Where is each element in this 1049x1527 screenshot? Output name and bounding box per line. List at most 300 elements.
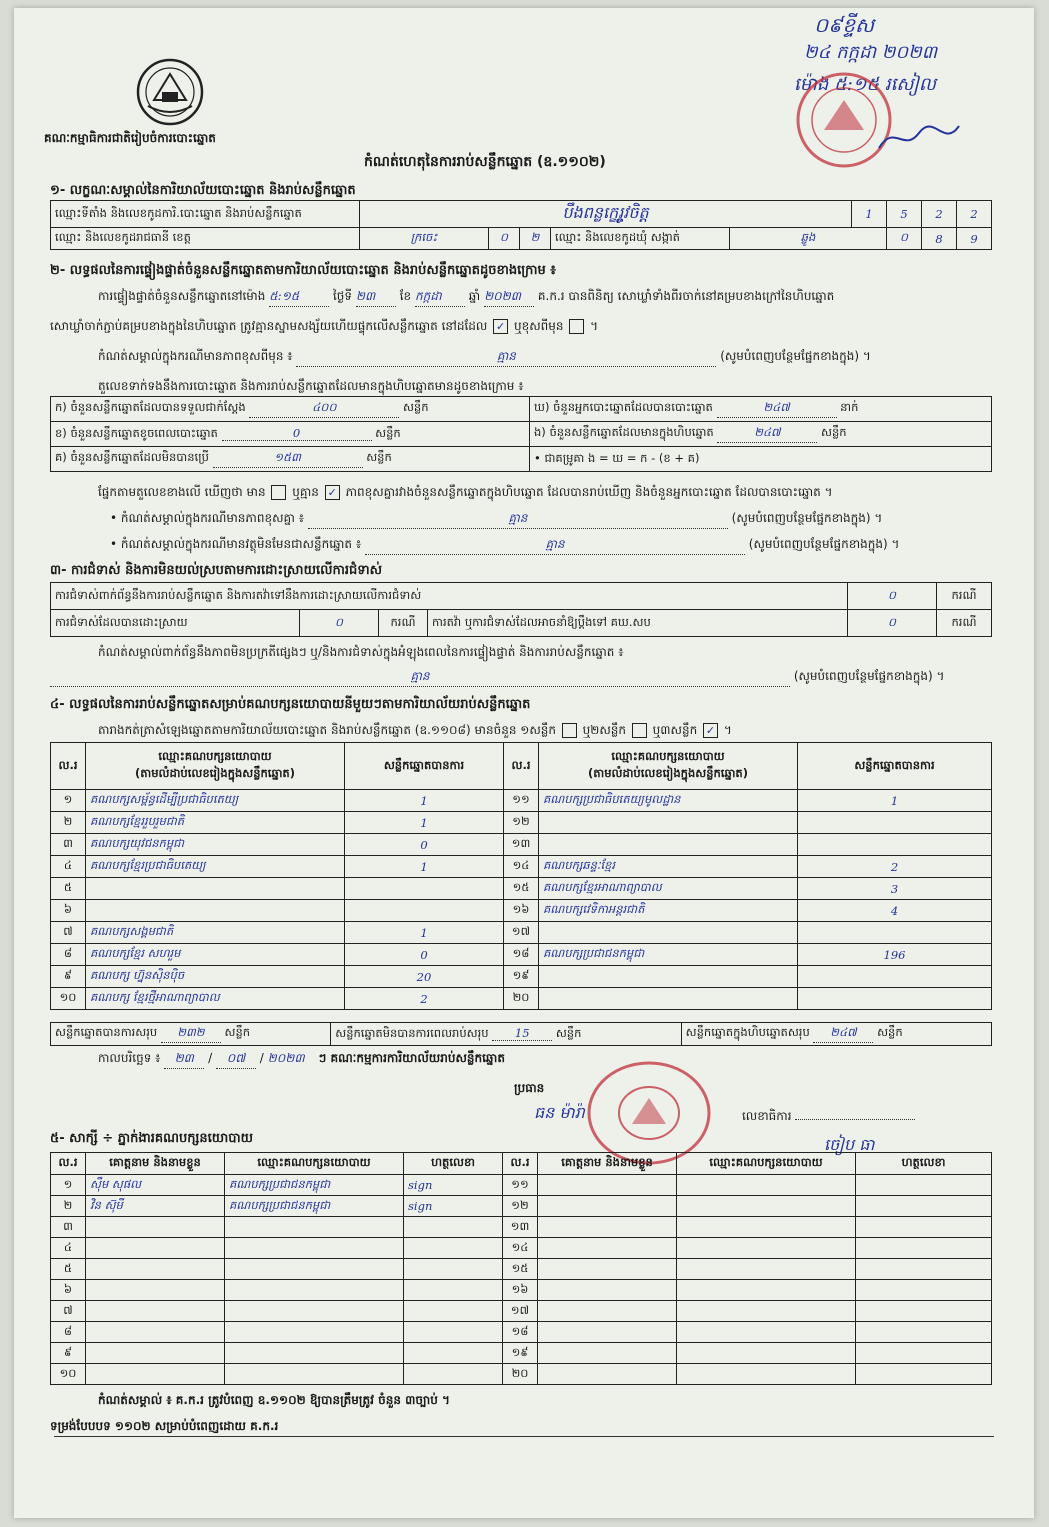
box-ballots-value: ២៤៧ xyxy=(717,425,817,443)
witness-name-left xyxy=(86,1343,225,1364)
result-party-left: គណបក្សខ្មែររួបរួមជាតិ xyxy=(86,812,345,834)
received-ballots-label: ក) ចំនួនសន្លឹកឆ្នោតដែលបានទទួលជាក់ស្តែង xyxy=(55,400,246,414)
result-no-left: ៧ xyxy=(51,922,86,944)
footer-text: ទម្រង់បែបបទ ១១០២ សម្រាប់បំពេញដោយ គ.ក.រ xyxy=(50,1419,279,1433)
result-votes-left: 1 xyxy=(345,812,504,834)
result-party-left xyxy=(86,900,345,922)
witness-no-left: ៨ xyxy=(51,1322,86,1343)
verify-month-label: ខែ xyxy=(399,289,412,303)
witness-row xyxy=(51,1238,992,1259)
result-party-right: គណបក្សវេទិកាអន្តរជាតិ xyxy=(539,900,798,922)
attach-three-checkbox[interactable]: ✓ xyxy=(703,723,718,738)
difference-note-line xyxy=(98,348,998,367)
witness-party-left: គណបក្សប្រជាជនកម្ពុជា xyxy=(225,1175,404,1196)
witness-name-left xyxy=(86,1322,225,1343)
witness-sign-left xyxy=(404,1280,503,1301)
unit-ballot: សន្លឹក xyxy=(375,425,401,440)
results-row xyxy=(51,834,992,856)
result-votes-left: 0 xyxy=(345,834,504,856)
result-votes-left: 0 xyxy=(345,944,504,966)
unused-ballots-label: គ) ចំនួនសន្លឹកឆ្នោតដែលមិនបានប្រើ xyxy=(55,450,209,464)
spoiled-ballots-label: ខ) ចំនួនសន្លឹកឆ្នោតខូចពេលបោះឆ្នោត xyxy=(55,425,218,440)
attachment-line xyxy=(98,722,732,740)
witness-name-left xyxy=(86,1259,225,1280)
appeal-value: ០ xyxy=(848,610,937,637)
seal-unchanged-label: សោឃ្លាំចាក់ភ្ជាប់គម្របខាងក្នុងនៃហិបឆ្នោត ត្រូវគ្មានស្នាមសង្ស័យហើយផ្ទុកលើសន្លឹកឆ្នោត នៅដដែល xyxy=(50,319,488,333)
result-votes-left: 1 xyxy=(345,856,504,878)
code-digit-3: 2 xyxy=(922,201,957,228)
witness-party-left xyxy=(225,1364,404,1385)
results-row xyxy=(51,900,992,922)
result-party-right: គណបក្សខ្មែរអាណាព្យាបាល xyxy=(539,878,798,900)
witness-party-right xyxy=(677,1322,856,1343)
voters-count-value: ២៤៧ xyxy=(717,400,837,418)
location-label: ឈ្មោះទីតាំង និងលេខកូដការិ.បោះឆ្នោត និងរាប់សន្លឹកឆ្នោត xyxy=(51,201,360,228)
compare-rest: ភាពខុសគ្នារវាងចំនួនសន្លឹកឆ្នោតក្នុងហិបឆ្នោត ដែលបានរាប់ឃើញ និងចំនួនអ្នកបោះឆ្នោត ដែលបានបោះឆ្នោត ។ xyxy=(345,485,833,499)
province-code-2: ២ xyxy=(520,228,551,250)
case-unit: ករណី xyxy=(379,610,428,637)
president-signature: ធន ម៉ារ៉ា xyxy=(534,1103,585,1122)
witness-sign-left xyxy=(404,1238,503,1259)
irregularity-note-value: គ្មាន xyxy=(50,668,790,687)
witness-row xyxy=(51,1217,992,1238)
unused-ballots xyxy=(51,447,530,472)
section1-title: ១- លក្ខណៈសម្គាល់នៃការិយាល័យបោះឆ្នោត និងរាប់សន្លឹកឆ្នោត xyxy=(50,183,356,198)
formula: • ជាគម្រូគា ង = ឃ = ក - (ខ + គ) xyxy=(530,447,992,472)
code-digit-4: 2 xyxy=(957,201,992,228)
total-box xyxy=(681,1023,991,1046)
witness-sign-left: sign xyxy=(404,1196,503,1217)
result-no-right: ២០ xyxy=(504,988,539,1010)
result-party-left: គណបក្សសម្ព័ន្ធដើម្បីប្រជាធិបតេយ្យ xyxy=(86,790,345,812)
diff-note-line xyxy=(110,510,882,529)
result-no-left: ៨ xyxy=(51,944,86,966)
secretary-signature-line xyxy=(795,1119,915,1120)
witness-no-left: ៥ xyxy=(51,1259,86,1280)
attach-one-checkbox[interactable] xyxy=(562,723,577,738)
result-no-right: ១៤ xyxy=(504,856,539,878)
commune-label: ឈ្មោះ និងលេខកូដឃុំ សង្កាត់ xyxy=(551,228,730,250)
witness-name-right xyxy=(538,1175,677,1196)
complaints-row-label: ការជំទាស់ពាក់ព័ន្ធនឹងការរាប់សន្លឹកឆ្នោត និងការតវ៉ាទៅនឹងការដោះស្រាយលើការជំទាស់ xyxy=(51,583,848,610)
w-col-name-right: គោត្តនាម និងនាមខ្លួន xyxy=(538,1153,677,1175)
witness-no-right: ១៤ xyxy=(503,1238,538,1259)
witness-party-right xyxy=(677,1217,856,1238)
witness-no-right: ១៧ xyxy=(503,1301,538,1322)
result-party-right xyxy=(539,966,798,988)
witness-name-left: វិន ស៊ុមី xyxy=(86,1196,225,1217)
results-row xyxy=(51,790,992,812)
col-party-right-line2: (តាមលំដាប់លេខរៀងក្នុងសន្លឹកឆ្នោត) xyxy=(588,766,748,780)
witness-sign-right xyxy=(856,1343,992,1364)
fill-hint: (សូមបំពេញបន្ថែមផ្នែកខាងក្នុង) ។ xyxy=(720,349,871,363)
result-party-right xyxy=(539,922,798,944)
result-no-right: ១៥ xyxy=(504,878,539,900)
result-no-left: ៣ xyxy=(51,834,86,856)
verify-rest: គ.ក.រ បានពិនិត្យ សោឃ្លាំទាំងពីរចាក់នៅគម្របខាងក្រៅនៃហិបឆ្នោត xyxy=(537,289,835,303)
witness-no-right: ១៣ xyxy=(503,1217,538,1238)
witness-party-left xyxy=(225,1280,404,1301)
result-votes-left: 20 xyxy=(345,966,504,988)
col-party-left-line2: (តាមលំដាប់លេខរៀងក្នុងសន្លឹកឆ្នោត) xyxy=(135,766,295,780)
changed-checkbox[interactable] xyxy=(569,319,584,334)
witness-sign-right xyxy=(856,1175,992,1196)
results-row xyxy=(51,966,992,988)
result-party-left: គណបក្ស ហ្វ៊ុនស៊ិនប៉ិច xyxy=(86,966,345,988)
result-party-left: គណបក្សយុវជនកម្ពុជា xyxy=(86,834,345,856)
witness-row xyxy=(51,1322,992,1343)
case-unit: ករណី xyxy=(937,583,992,610)
result-votes-left: 1 xyxy=(345,790,504,812)
witness-party-right xyxy=(677,1238,856,1259)
col-party-right-line1: ឈ្មោះគណបក្សនយោបាយ xyxy=(611,749,725,763)
footer-divider xyxy=(54,1436,994,1437)
date-separator: / xyxy=(259,1051,264,1065)
totals-table xyxy=(50,1022,992,1046)
unit-ballot: សន្លឹក xyxy=(366,450,392,464)
result-no-left: ១ xyxy=(51,790,86,812)
witness-row xyxy=(51,1196,992,1217)
attach-two-label: ឬ២សន្លឹក xyxy=(582,723,627,737)
voters-count xyxy=(530,397,992,422)
no-difference-checkbox[interactable]: ✓ xyxy=(325,485,340,500)
witness-no-right: ១៥ xyxy=(503,1259,538,1280)
witness-sign-left xyxy=(404,1343,503,1364)
handwritten-receipt-line2: ២៤ កក្កដា ២០២៣ xyxy=(804,42,938,63)
verify-day-label: ថ្ងៃទី xyxy=(333,289,353,303)
result-party-left: គណបក្ស ខ្មែរថ្មីអាណាព្យាបាល xyxy=(86,988,345,1010)
result-no-left: ៤ xyxy=(51,856,86,878)
witness-sign-right xyxy=(856,1322,992,1343)
w-col-party-left: ឈ្មោះគណបក្សនយោបាយ xyxy=(225,1153,404,1175)
secretary-name: ចៀប ធា xyxy=(824,1135,875,1154)
fill-hint: (សូមបំពេញបន្ថែមផ្នែកខាងក្នុង) ។ xyxy=(748,537,900,551)
total-invalid-label: សន្លឹកឆ្នោតមិនបានការពេលរាប់សរុប xyxy=(335,1025,489,1040)
total-valid-label: សន្លឹកឆ្នោតបានការសរុប xyxy=(55,1025,158,1039)
col-party-left-line1: ឈ្មោះគណបក្សនយោបាយ xyxy=(158,749,272,763)
col-no-left: ល.រ xyxy=(51,743,86,790)
date-separator: / xyxy=(208,1051,213,1065)
object-note-line xyxy=(110,536,899,555)
fill-hint: (សូមបំពេញបន្ថែមផ្នែកខាងក្នុង) ។ xyxy=(731,511,883,525)
witness-name-right xyxy=(538,1322,677,1343)
code-digit-1: 1 xyxy=(852,201,887,228)
result-party-left: គណបក្សខ្មែរ សហរួម xyxy=(86,944,345,966)
verify-day: ២៣ xyxy=(356,288,396,307)
witness-no-left: ២ xyxy=(51,1196,86,1217)
witness-no-left: ៦ xyxy=(51,1280,86,1301)
witness-row xyxy=(51,1301,992,1322)
province-value: ក្រចេះ xyxy=(360,228,489,250)
verification-paragraph-line2 xyxy=(50,318,598,336)
witness-sign-left xyxy=(404,1259,503,1280)
irregularity-note-line xyxy=(50,668,944,687)
witness-no-left: ១០ xyxy=(51,1364,86,1385)
difference-note-label: កំណត់សម្គាល់ក្នុងករណីមានភាពខុសពីមុន ៖ xyxy=(98,349,293,363)
witness-sign-left xyxy=(404,1301,503,1322)
witness-party-right xyxy=(677,1364,856,1385)
witness-party-left xyxy=(225,1259,404,1280)
unit-person: នាក់ xyxy=(840,400,859,414)
witness-no-left: ១ xyxy=(51,1175,86,1196)
witness-row xyxy=(51,1364,992,1385)
result-no-right: ១៧ xyxy=(504,922,539,944)
witness-name-left: ស៊ឹម សុផល xyxy=(86,1175,225,1196)
witness-no-right: ១១ xyxy=(503,1175,538,1196)
code-digit-2: 5 xyxy=(887,201,922,228)
witness-party-right xyxy=(677,1343,856,1364)
result-no-right: ១២ xyxy=(504,812,539,834)
result-party-left: គណបក្សខ្មែរប្រជាធិបតេយ្យ xyxy=(86,856,345,878)
total-box-label: សន្លឹកឆ្នោតក្នុងហិបឆ្នោតសរុប xyxy=(685,1025,810,1039)
unused-ballots-value: ១៥៣ xyxy=(213,450,363,468)
result-party-right: គណបក្សប្រជាធិបតេយ្យមូលដ្ឋាន xyxy=(539,790,798,812)
date-label: កាលបរិច្ឆេទ ៖ xyxy=(98,1051,161,1065)
result-votes-right xyxy=(798,834,992,856)
witness-table xyxy=(50,1152,992,1385)
result-votes-left: 1 xyxy=(345,922,504,944)
witness-no-right: ១២ xyxy=(503,1196,538,1217)
witness-sign-left xyxy=(404,1364,503,1385)
handwritten-receipt-line3: ម៉ោង ៥:១៥ រសៀល xyxy=(794,74,936,95)
compare-has-label: ផ្នែកតាមតួលេខខាងលើ ឃើញថា មាន xyxy=(98,485,266,499)
province-code-1: ០ xyxy=(489,228,520,250)
witness-party-left xyxy=(225,1301,404,1322)
section5-title: ៥- សាក្សី ÷ ភ្នាក់ងារគណបក្សនយោបាយ xyxy=(50,1131,253,1146)
result-party-right xyxy=(539,812,798,834)
signature-top xyxy=(874,118,964,158)
witness-no-right: ១៩ xyxy=(503,1343,538,1364)
resolved-value: ០ xyxy=(300,610,379,637)
changed-label: ឬខុសពីមុន xyxy=(513,319,564,333)
spoiled-ballots xyxy=(51,422,530,447)
date-month: ០៧ xyxy=(216,1050,256,1069)
province-label: ឈ្មោះ និងលេខកូដរាជធានី ខេត្ត xyxy=(51,228,360,250)
verify-time-label: ការផ្ទៀងផ្ទាត់ចំនួនសន្លឹកឆ្នោតនៅម៉ោង xyxy=(98,289,266,303)
witness-party-left xyxy=(225,1343,404,1364)
object-note-label: • កំណត់សម្គាល់ក្នុងករណីមានវត្ថុមិនមែនជាសន្លឹកឆ្នោត ៖ xyxy=(110,537,362,551)
count-table xyxy=(50,396,992,472)
commune-value: ឆ្លូង xyxy=(730,228,887,250)
total-box-value: ២៤៧ xyxy=(813,1025,873,1043)
commune-code-2: 8 xyxy=(922,228,957,250)
witness-sign-right xyxy=(856,1259,992,1280)
result-no-right: ១៩ xyxy=(504,966,539,988)
witness-no-right: ១៨ xyxy=(503,1322,538,1343)
witness-row xyxy=(51,1343,992,1364)
result-party-left xyxy=(86,878,345,900)
secretary-line xyxy=(742,1108,915,1126)
date-line xyxy=(98,1050,505,1069)
form-title: កំណត់ហេតុនៃការរាប់សន្លឹកឆ្នោត (ឧ.១១០២) xyxy=(364,154,606,170)
result-votes-right: 4 xyxy=(798,900,992,922)
verify-month: កក្កដា xyxy=(415,288,465,307)
form-page xyxy=(14,8,1034,1518)
section4-title: ៤- លទ្ធផលនៃការរាប់សន្លឹកឆ្នោតសម្រាប់គណបក្សនយោបាយនីមួយៗតាមការិយាល័យរាប់សន្លឹកឆ្នោត xyxy=(50,697,531,712)
complaints-row-value: ០ xyxy=(848,583,937,610)
witness-sign-right xyxy=(856,1196,992,1217)
handwritten-receipt-line1: ០៩ខ្ទីស xyxy=(814,13,875,37)
col-votes-left: សន្លឹកឆ្នោតបានការ xyxy=(345,743,504,790)
witness-party-right xyxy=(677,1196,856,1217)
attach-one-label: តារាងកត់ត្រាសំឡេងឆ្នោតតាមការិយាល័យបោះឆ្នោត និងរាប់សន្លឹកឆ្នោត (ឧ.១១០៨) មានចំនួន ១សន្លឹក xyxy=(98,723,556,737)
w-col-name-left: គោត្តនាម និងនាមខ្លួន xyxy=(86,1153,225,1175)
case-unit: ករណី xyxy=(937,610,992,637)
unit-ballot: សន្លឹក xyxy=(224,1025,251,1039)
result-votes-right xyxy=(798,988,992,1010)
witness-name-right xyxy=(538,1217,677,1238)
col-party-right xyxy=(539,743,798,790)
result-no-left: ៩ xyxy=(51,966,86,988)
has-difference-checkbox[interactable] xyxy=(271,485,286,500)
result-votes-right xyxy=(798,966,992,988)
spoiled-ballots-value: 0 xyxy=(222,426,372,441)
witness-body xyxy=(51,1175,992,1385)
witness-name-left xyxy=(86,1280,225,1301)
unit-ballot: សន្លឹក xyxy=(555,1025,582,1040)
total-invalid xyxy=(331,1023,681,1046)
diff-note-label: • កំណត់សម្គាល់ក្នុងករណីមានភាពខុសគ្នា ៖ xyxy=(110,511,305,525)
witness-no-left: ៩ xyxy=(51,1343,86,1364)
witness-no-left: ៣ xyxy=(51,1217,86,1238)
witness-no-right: ១៦ xyxy=(503,1280,538,1301)
president-label: ប្រធាន xyxy=(514,1081,545,1095)
attach-two-checkbox[interactable] xyxy=(632,723,647,738)
date-year: ២០២៣ xyxy=(267,1051,305,1065)
box-ballots xyxy=(530,422,992,447)
result-no-left: ៥ xyxy=(51,878,86,900)
result-votes-left: 2 xyxy=(345,988,504,1010)
section1-table xyxy=(50,200,992,250)
result-votes-right: 3 xyxy=(798,878,992,900)
witness-row xyxy=(51,1175,992,1196)
result-party-right xyxy=(539,834,798,856)
result-no-right: ១១ xyxy=(504,790,539,812)
result-votes-left xyxy=(345,878,504,900)
verify-year: ២០២៣ xyxy=(484,288,534,307)
witness-sign-left xyxy=(404,1322,503,1343)
received-ballots xyxy=(51,397,530,422)
compare-line xyxy=(98,484,833,502)
voters-count-label: ឃ) ចំនួនអ្នកបោះឆ្នោតដែលបានបោះឆ្នោត xyxy=(534,400,713,414)
witness-sign-left: sign xyxy=(404,1175,503,1196)
witness-name-left xyxy=(86,1364,225,1385)
result-votes-right xyxy=(798,812,992,834)
w-col-sign-right: ហត្ថលេខា xyxy=(856,1153,992,1175)
result-party-right: គណបក្សឆន្ទៈខ្មែរ xyxy=(539,856,798,878)
difference-note-value: គ្មាន xyxy=(296,348,716,367)
witness-party-right xyxy=(677,1301,856,1322)
sentence-end: ។ xyxy=(723,723,732,737)
witness-no-left: ៤ xyxy=(51,1238,86,1259)
witness-sign-right xyxy=(856,1364,992,1385)
complaints-table xyxy=(50,582,992,637)
sentence-end: ។ xyxy=(590,319,599,333)
irregularity-note-label: កំណត់សម្គាល់ពាក់ព័ន្ធនឹងភាពមិនប្រក្រតីផ្សេងៗ ឬ/និងការជំទាស់ក្នុងអំឡុងពេលនៃការផ្ទៀងផ្ទាត់ និងការរាប់សន្លឹកឆ្នោត ៖ xyxy=(98,645,624,659)
witness-sign-right xyxy=(856,1238,992,1259)
count-intro: តួលេខទាក់ទងនឹងការបោះឆ្នោត និងការរាប់សន្លឹកឆ្នោតដែលមានក្នុងហិបឆ្នោតមានដូចខាងក្រោម ៖ xyxy=(98,379,524,393)
attach-three-label: ឬ៣សន្លឹក xyxy=(652,723,698,737)
result-party-left: គណបក្សសង្គមជាតិ xyxy=(86,922,345,944)
witness-party-left xyxy=(225,1238,404,1259)
diff-note-value: គ្មាន xyxy=(308,510,728,529)
footnote: កំណត់សម្គាល់ ៖ គ.ក.រ ត្រូវបំពេញ ឧ.១១០២ ឱ្យបានត្រឹមត្រូវ ចំនួន ៣ច្បាប់ ។ xyxy=(98,1393,450,1407)
witness-sign-right xyxy=(856,1217,992,1238)
total-valid-value: ២៣២ xyxy=(161,1025,221,1043)
witness-party-left: គណបក្សប្រជាជនកម្ពុជា xyxy=(225,1196,404,1217)
result-no-right: ១៨ xyxy=(504,944,539,966)
result-party-right xyxy=(539,988,798,1010)
result-votes-right: 2 xyxy=(798,856,992,878)
result-no-left: ១០ xyxy=(51,988,86,1010)
verification-paragraph-line1 xyxy=(98,288,834,307)
section3-title: ៣- ការជំទាស់ និងការមិនយល់ស្របតាមការដោះស្រាយលើការជំទាស់ xyxy=(50,563,382,578)
result-votes-left xyxy=(345,900,504,922)
appeal-label: ការតវ៉ា ឬការជំទាស់ដែលអាចនាំឱ្យប្តឹងទៅ គឃ.សប xyxy=(428,610,848,637)
w-col-sign-left: ហត្ថលេខា xyxy=(404,1153,503,1175)
secretary-label: លេខាធិការ xyxy=(742,1109,792,1123)
results-row xyxy=(51,812,992,834)
result-no-right: ១៦ xyxy=(504,900,539,922)
section2-title: ២- លទ្ធផលនៃការផ្ទៀងផ្ទាត់ចំនួនសន្លឹកឆ្នោតតាមការិយាល័យបោះឆ្នោត និងរាប់សន្លឹកឆ្នោតដូចខាងក្រោម ៖ xyxy=(50,263,556,278)
committee-label: ៗ គណៈកម្មការការិយាល័យរាប់សន្លឹកឆ្នោត xyxy=(318,1051,505,1065)
col-no-right: ល.រ xyxy=(504,743,539,790)
witness-name-left xyxy=(86,1217,225,1238)
commission-name: គណៈកម្មាធិការជាតិរៀបចំការបោះឆ្នោត xyxy=(44,131,216,145)
w-col-party-right: ឈ្មោះគណបក្សនយោបាយ xyxy=(677,1153,856,1175)
results-table xyxy=(50,742,992,1010)
witness-name-right xyxy=(538,1301,677,1322)
witness-name-right xyxy=(538,1259,677,1280)
witness-party-right xyxy=(677,1280,856,1301)
witness-no-left: ៧ xyxy=(51,1301,86,1322)
unchanged-checkbox[interactable]: ✓ xyxy=(493,319,508,334)
witness-party-left xyxy=(225,1217,404,1238)
result-no-right: ១៣ xyxy=(504,834,539,856)
location-value: បឹងពន្លក្ខេរ្តូវចិត្ត xyxy=(360,201,852,228)
w-col-no-left: ល.រ xyxy=(51,1153,86,1175)
resolved-label: ការជំទាស់ដែលបានដោះស្រាយ xyxy=(51,610,300,637)
witness-name-right xyxy=(538,1280,677,1301)
unit-ballot: សន្លឹក xyxy=(821,425,847,439)
witness-row xyxy=(51,1280,992,1301)
witness-name-left xyxy=(86,1238,225,1259)
result-votes-right: 1 xyxy=(798,790,992,812)
witness-name-right xyxy=(538,1364,677,1385)
w-col-no-right: ល.រ xyxy=(503,1153,538,1175)
unit-ballot: សន្លឹក xyxy=(402,400,429,414)
commune-code-3: 9 xyxy=(957,228,992,250)
commune-code-1: ០ xyxy=(887,228,922,250)
total-invalid-value: 15 xyxy=(492,1026,552,1041)
object-note-value: គ្មាន xyxy=(365,536,745,555)
witness-name-right xyxy=(538,1238,677,1259)
witness-name-right xyxy=(538,1343,677,1364)
results-row xyxy=(51,856,992,878)
witness-sign-right xyxy=(856,1301,992,1322)
result-no-left: ៦ xyxy=(51,900,86,922)
witness-name-right xyxy=(538,1196,677,1217)
unit-ballot: សន្លឹក xyxy=(877,1025,903,1039)
result-party-right: គណបក្សប្រជាជនកម្ពុជា xyxy=(539,944,798,966)
results-row xyxy=(51,922,992,944)
witness-name-left xyxy=(86,1301,225,1322)
date-day: ២៣ xyxy=(164,1050,204,1069)
box-ballots-label: ង) ចំនួនសន្លឹកឆ្នោតដែលមានក្នុងហិបឆ្នោត xyxy=(534,425,714,439)
witness-party-left xyxy=(225,1322,404,1343)
results-body xyxy=(51,790,992,1010)
total-valid xyxy=(51,1023,331,1046)
